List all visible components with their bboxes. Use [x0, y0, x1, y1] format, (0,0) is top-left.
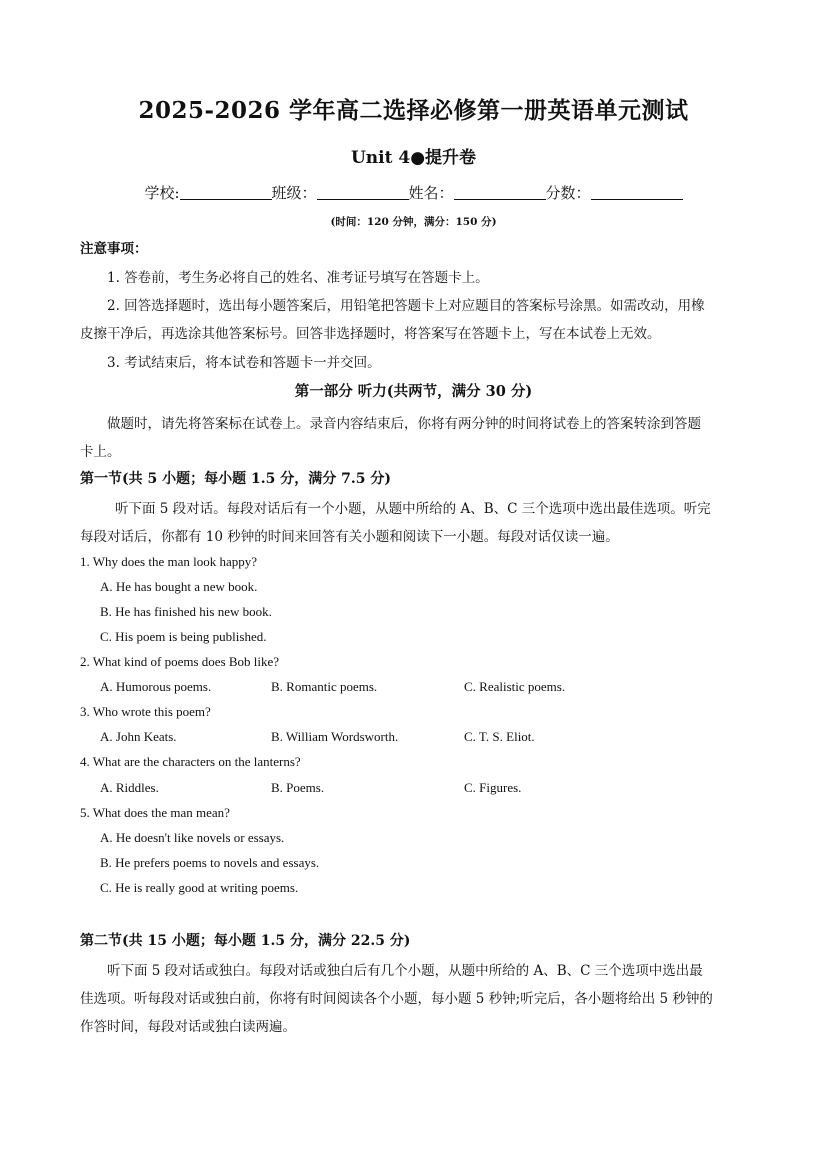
question-2-stem: 2. What kind of poems does Bob like? [80, 654, 280, 669]
question-4-option-a: A. Riddles. [100, 780, 159, 795]
notice-heading: 注意事项： [80, 241, 148, 257]
notice-item-2-line-2: 皮擦干净后，再选涂其他答案标号。回答非选择题时，将答案写在答题卡上，写在本试卷上无效。 [80, 326, 661, 342]
question-2-option-c: C. Realistic poems. [464, 679, 566, 694]
page-subtitle: Unit 4●提升卷 [350, 148, 477, 168]
question-1-option-c: C. His poem is being published. [100, 629, 267, 644]
section2-intro-line-1: 听下面 5 段对话或独白。每段对话或独白后有几个小题，从题中所给的 A、B、C 三个选项中选出最 [107, 963, 703, 979]
score-blank [591, 183, 683, 200]
question-3-option-b: B. William Wordsworth. [271, 729, 399, 744]
part1-intro-line-2: 卡上。 [80, 444, 121, 460]
name-label: 姓名： [408, 184, 454, 202]
question-1-stem: 1. Why does the man look happy? [80, 554, 258, 569]
school-blank [180, 183, 272, 200]
question-4-option-b: B. Poems. [271, 780, 325, 795]
section1-intro-line-1: 听下面 5 段对话。每段对话后有一个小题，从题中所给的 A、B、C 三个选项中选出最佳选项。听完 [115, 501, 711, 517]
notice-item-1: 1. 答卷前，考生务必将自己的姓名、准考证号填写在答题卡上。 [107, 270, 489, 286]
question-5-option-c: C. He is really good at writing poems. [100, 880, 299, 895]
part1-intro-line-1: 做题时，请先将答案标在试卷上。录音内容结束后，你将有两分钟的时间将试卷上的答案转涂到答题 [107, 416, 701, 432]
question-5-option-b: B. He prefers poems to novels and essays. [100, 855, 320, 870]
score-label: 分数： [545, 184, 591, 202]
question-3-option-c: C. T. S. Eliot. [464, 729, 535, 744]
section1-title: 第一节(共 5 小题；每小题 1.5 分，满分 7.5 分) [80, 471, 391, 487]
question-5-option-a: A. He doesn't like novels or essays. [100, 830, 285, 845]
section2-title: 第二节(共 15 小题；每小题 1.5 分，满分 22.5 分) [80, 933, 411, 949]
question-4-stem: 4. What are the characters on the lanterns? [80, 754, 301, 769]
class-blank [317, 183, 409, 200]
school-label: 学校: [144, 184, 180, 202]
question-2-option-a: A. Humorous poems. [100, 679, 212, 694]
name-blank [454, 183, 546, 200]
section2-intro-line-3: 作答时间，每段对话或独白读两遍。 [80, 1019, 296, 1035]
question-3-option-a: A. John Keats. [100, 729, 177, 744]
question-4-option-c: C. Figures. [464, 780, 522, 795]
question-2-option-b: B. Romantic poems. [271, 679, 378, 694]
time-note: (时间：120 分钟，满分：150 分) [330, 216, 497, 228]
class-label: 班级： [271, 184, 317, 202]
question-1-option-b: B. He has finished his new book. [100, 604, 272, 619]
question-3-stem: 3. Who wrote this poem? [80, 704, 211, 719]
section1-intro-line-2: 每段对话后，你都有 10 秒钟的时间来回答有关小题和阅读下一小题。每段对话仅读一遍。 [80, 529, 619, 545]
page-title: 2025-2026 学年高二选择必修第一册英语单元测试 [138, 97, 689, 124]
notice-item-2-line-1: 2. 回答选择题时，选出每小题答案后，用铅笔把答题卡上对应题目的答案标号涂黑。如需改动，用橡 [107, 298, 705, 314]
part1-title: 第一部分 听力(共两节，满分 30 分) [294, 383, 533, 400]
question-5-stem: 5. What does the man mean? [80, 805, 230, 820]
section2-intro-line-2: 佳选项。听每段对话或独白前，你将有时间阅读各个小题，每小题 5 秒钟;听完后，各小题将给出 5 秒钟的 [80, 991, 713, 1007]
notice-item-3: 3. 考试结束后，将本试卷和答题卡一并交回。 [107, 355, 381, 371]
question-1-option-a: A. He has bought a new book. [100, 579, 258, 594]
student-info-line [0, 182, 827, 203]
